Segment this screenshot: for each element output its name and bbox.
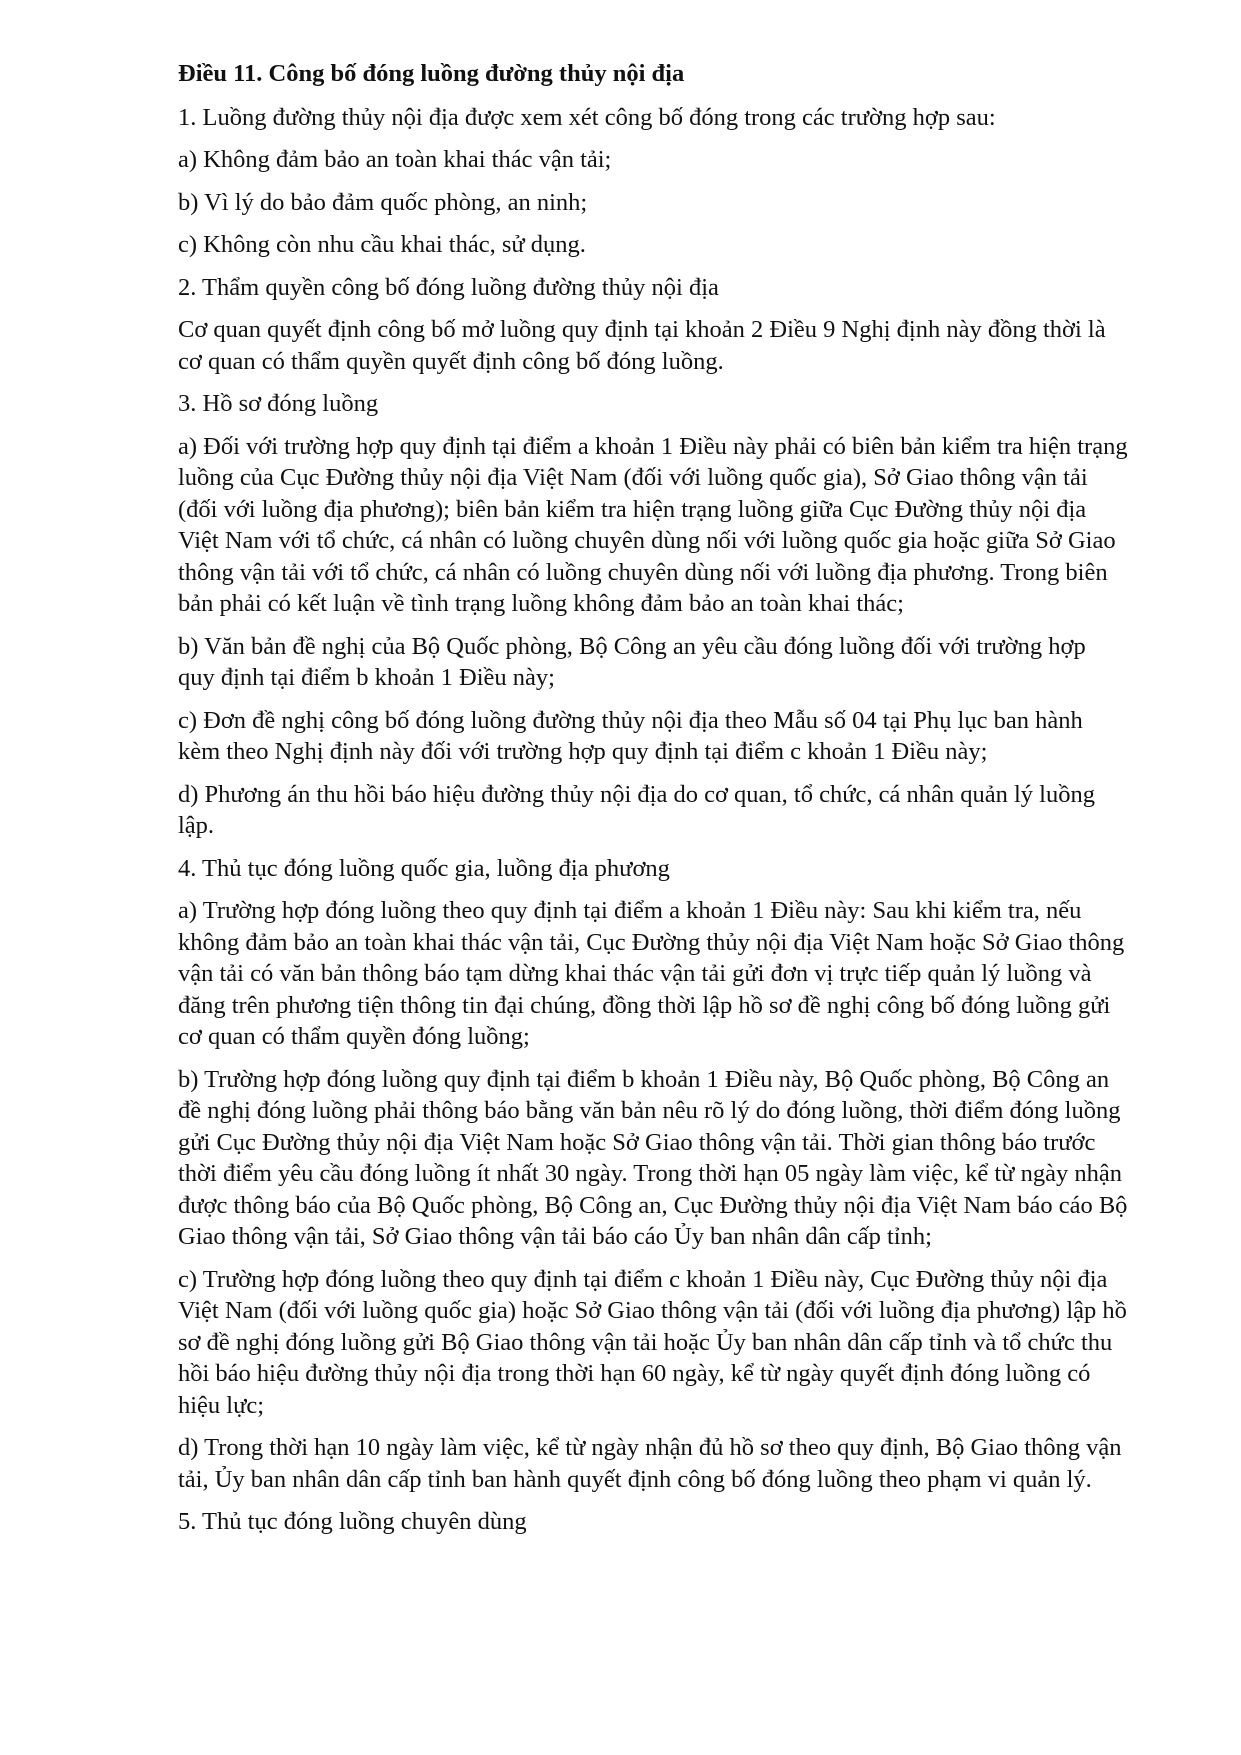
paragraph-1b: b) Vì lý do bảo đảm quốc phòng, an ninh;	[178, 188, 588, 216]
paragraph-3: 3. Hồ sơ đóng luồng	[178, 390, 379, 417]
paragraph-3b: b) Văn bản đề nghị của Bộ Quốc phòng, Bộ Công an yêu cầu đóng luồng đối với trường hợp quy định tại điểm b khoản 1 Điều này;	[178, 632, 1086, 691]
paragraph-4: 4. Thủ tục đóng luồng quốc gia, luồng địa phương	[178, 854, 670, 882]
paragraph-3c: c) Đơn đề nghị công bố đóng luồng đường thủy nội địa theo Mẫu số 04 tại Phụ lục ban hành kèm theo Nghị định này đối với trường hợp quy định tại điểm c khoản 1 Điều này;	[178, 706, 1083, 765]
paragraph-3d: d) Phương án thu hồi báo hiệu đường thủy nội địa do cơ quan, tổ chức, cá nhân quản lý luồng lập.	[178, 780, 1095, 839]
paragraph-4c: c) Trường hợp đóng luồng theo quy định tại điểm c khoản 1 Điều này, Cục Đường thủy nội địa Việt Nam (đối với luồng quốc gia) hoặc Sở Giao thông vận tải (đối với luồng địa phương) lập hồ sơ đề nghị đóng luồng gửi Bộ Giao thông vận tải hoặc Ủy ban nhân dân cấp tỉnh và tổ chức thu hồi báo hiệu đường thủy nội địa trong thời hạn 60 ngày, kể từ ngày quyết định đóng luồng có hiệu lực;	[178, 1265, 1127, 1419]
paragraph-4b: b) Trường hợp đóng luồng quy định tại điểm b khoản 1 Điều này, Bộ Quốc phòng, Bộ Công an đề nghị đóng luồng phải thông báo bằng văn bản nêu rõ lý do đóng luồng, thời điểm đóng luồng gửi Cục Đường thủy nội địa Việt Nam hoặc Sở Giao thông vận tải. Thời gian thông báo trước thời điểm yêu cầu đóng luồng ít nhất 30 ngày. Trong thời hạn 05 ngày làm việc, kể từ ngày nhận được thông báo của Bộ Quốc phòng, Bộ Công an, Cục Đường thủy nội địa Việt Nam báo cáo Bộ Giao thông vận tải, Sở Giao thông vận tải báo cáo Ủy ban nhân dân cấp tỉnh;	[178, 1065, 1128, 1250]
paragraph-4a: a) Trường hợp đóng luồng theo quy định tại điểm a khoản 1 Điều này: Sau khi kiểm tra, nếu không đảm bảo an toàn khai thác vận tải, Cục Đường thủy nội địa Việt Nam hoặc Sở Giao thông vận tải có văn bản thông báo tạm dừng khai thác vận tải gửi đơn vị trực tiếp quản lý luồng và đăng trên phương tiện thông tin đại chúng, đồng thời lập hồ sơ đề nghị công bố đóng luồng gửi cơ quan có thẩm quyền đóng luồng;	[178, 897, 1125, 1050]
paragraph-1c: c) Không còn nhu cầu khai thác, sử dụng.	[178, 231, 586, 258]
document-page	[178, 58, 1128, 1549]
paragraph-4d: d) Trong thời hạn 10 ngày làm việc, kể từ ngày nhận đủ hồ sơ theo quy định, Bộ Giao thông vận tải, Ủy ban nhân dân cấp tỉnh ban hành quyết định công bố đóng luồng theo phạm vi quản lý.	[178, 1434, 1122, 1493]
paragraph-5: 5. Thủ tục đóng luồng chuyên dùng	[178, 1508, 527, 1535]
paragraph-1a: a) Không đảm bảo an toàn khai thác vận tải;	[178, 146, 612, 173]
paragraph-2: 2. Thẩm quyền công bố đóng luồng đường thủy nội địa	[178, 273, 719, 301]
paragraph-2-body: Cơ quan quyết định công bố mở luồng quy định tại khoản 2 Điều 9 Nghị định này đồng thời là cơ quan có thẩm quyền quyết định công bố đóng luồng.	[178, 316, 1106, 375]
article-title: Điều 11. Công bố đóng luồng đường thủy nội địa	[178, 60, 685, 87]
paragraph-1: 1. Luồng đường thủy nội địa được xem xét công bố đóng trong các trường hợp sau:	[178, 103, 996, 131]
paragraph-3a: a) Đối với trường hợp quy định tại điểm a khoản 1 Điều này phải có biên bản kiểm tra hiện trạng luồng của Cục Đường thủy nội địa Việt Nam (đối với luồng quốc gia), Sở Giao thông vận tải (đối với luồng địa phương); biên bản kiểm tra hiện trạng luồng giữa Cục Đường thủy nội địa Việt Nam với tổ chức, cá nhân có luồng chuyên dùng nối với luồng quốc gia hoặc giữa Sở Giao thông vận tải với tổ chức, cá nhân có luồng chuyên dùng nối với luồng địa phương. Trong biên bản phải có kết luận về tình trạng luồng không đảm bảo an toàn khai thác;	[178, 432, 1128, 617]
